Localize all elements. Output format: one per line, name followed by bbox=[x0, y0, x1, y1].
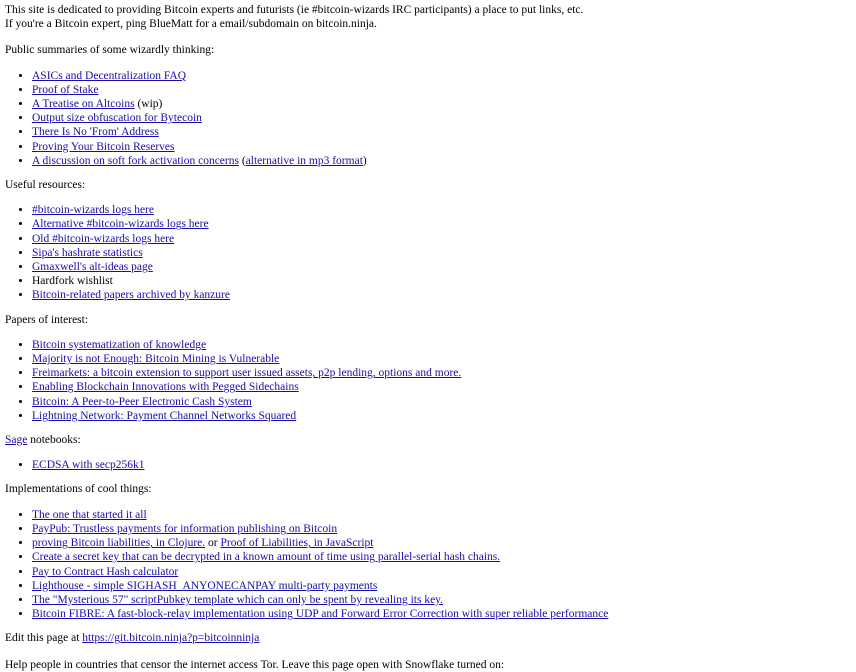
list-item-link[interactable]: Bitcoin-related papers archived by kanzure bbox=[32, 289, 230, 302]
list-item-alt-link[interactable]: Proof of Liabilities, in JavaScript bbox=[220, 537, 374, 550]
list-item-link[interactable]: Majority is not Enough: Bitcoin Mining is Vulnerable bbox=[32, 353, 280, 366]
list-item bbox=[32, 593, 851, 607]
list-item-link[interactable]: PayPub: Trustless payments for information publishing on Bitcoin bbox=[32, 522, 338, 535]
list-item bbox=[32, 338, 851, 352]
list-item bbox=[32, 274, 851, 288]
git-repo-link[interactable]: https://git.bitcoin.ninja?p=bitcoinninja bbox=[82, 632, 260, 645]
list-item-link[interactable]: Pay to Contract Hash calculator bbox=[32, 565, 179, 578]
summaries-heading: Public summaries of some wizardly thinking: bbox=[5, 44, 215, 57]
list-item-link[interactable]: A Treatise on Altcoins bbox=[32, 98, 135, 111]
resources-list bbox=[5, 203, 851, 302]
list-item-end: ) bbox=[362, 154, 367, 167]
list-item-link[interactable]: ECDSA with secp256k1 bbox=[32, 459, 145, 472]
list-item-link[interactable]: Enabling Blockchain Innovations with Pegged Sidechains bbox=[32, 381, 299, 394]
list-item-link[interactable]: Alternative #bitcoin-wizards logs here bbox=[32, 218, 209, 231]
list-item bbox=[32, 288, 851, 302]
list-item bbox=[32, 352, 851, 366]
list-item-link[interactable]: Gmaxwell's alt-ideas page bbox=[32, 261, 153, 274]
list-item-connector: or bbox=[205, 537, 221, 550]
sage-heading bbox=[5, 433, 851, 447]
resources-heading: Useful resources: bbox=[5, 179, 86, 192]
intro-line-1: This site is dedicated to providing Bitcoin experts and futurists (ie #bitcoin-wizards IRC participants) a place to put links, etc. bbox=[5, 4, 584, 16]
list-item bbox=[32, 366, 851, 380]
implementations-list bbox=[5, 508, 851, 622]
list-item-link[interactable]: A discussion on soft fork activation concerns bbox=[32, 154, 239, 167]
list-item-link[interactable]: There Is No 'From' Address bbox=[32, 126, 159, 139]
list-item bbox=[32, 458, 851, 472]
list-item bbox=[32, 154, 851, 168]
list-item-link[interactable]: proving Bitcoin liabilities, in Clojure. bbox=[32, 537, 206, 550]
list-item-suffix: (wip) bbox=[134, 98, 163, 111]
list-item-link[interactable]: Bitcoin systematization of knowledge bbox=[32, 338, 207, 351]
sage-list bbox=[5, 458, 851, 472]
list-item-link[interactable]: The one that started it all bbox=[32, 508, 147, 521]
list-item-link[interactable]: Freimarkets: a bitcoin extension to support user issued assets, p2p lending, options and more. bbox=[32, 367, 462, 380]
list-item bbox=[32, 260, 851, 274]
implementations-heading: Implementations of cool things: bbox=[5, 483, 152, 496]
list-item bbox=[32, 83, 851, 97]
list-item bbox=[32, 550, 851, 564]
list-item bbox=[32, 607, 851, 621]
list-item bbox=[32, 140, 851, 154]
list-item-link[interactable]: Create a secret key that can be decrypted in a known amount of time using parallel-serial hash chains. bbox=[32, 551, 501, 564]
list-item bbox=[32, 203, 851, 217]
papers-heading: Papers of interest: bbox=[5, 313, 89, 326]
list-item bbox=[32, 395, 851, 409]
sage-link[interactable]: Sage bbox=[5, 434, 28, 447]
list-item bbox=[32, 409, 851, 423]
intro-line-2: If you're a Bitcoin expert, ping BlueMatt for a email/subdomain on bitcoin.ninja. bbox=[5, 18, 377, 31]
list-item-link[interactable]: Sipa's hashrate statistics bbox=[32, 246, 143, 259]
list-item-link[interactable]: Lightning Network: Payment Channel Networks Squared bbox=[32, 409, 297, 422]
list-item bbox=[32, 69, 851, 83]
list-item-link[interactable]: Output size obfuscation for Bytecoin bbox=[32, 112, 202, 125]
list-item-connector: ( bbox=[238, 154, 246, 167]
list-item bbox=[32, 246, 851, 260]
list-item bbox=[32, 217, 851, 231]
summaries-list bbox=[5, 69, 851, 168]
list-item-link[interactable]: #bitcoin-wizards logs here bbox=[32, 204, 154, 217]
list-item bbox=[32, 380, 851, 394]
list-item-link[interactable]: Proof of Stake bbox=[32, 83, 99, 96]
list-item-alt-link[interactable]: alternative in mp3 format bbox=[245, 154, 363, 167]
papers-list bbox=[5, 338, 851, 423]
list-item-link[interactable]: Lighthouse - simple SIGHASH_ANYONECANPAY multi-party payments bbox=[32, 579, 378, 592]
tor-snowflake-note: Help people in countries that censor the internet access Tor. Leave this page open with Snowflake turned on: bbox=[5, 658, 505, 671]
list-item-link[interactable]: ASICs and Decentralization FAQ bbox=[32, 69, 187, 82]
list-item bbox=[32, 522, 851, 536]
list-item-link[interactable]: Old #bitcoin-wizards logs here bbox=[32, 232, 175, 245]
list-item bbox=[32, 232, 851, 246]
list-item bbox=[32, 97, 851, 111]
list-item-link[interactable]: Bitcoin FIBRE: A fast-block-relay implementation using UDP and Forward Error Correction with super reliable performance bbox=[32, 608, 609, 621]
list-item-link[interactable]: The "Mysterious 57" scriptPubkey template which can only be spent by revealing its key. bbox=[32, 593, 444, 606]
sage-heading-rest: notebooks: bbox=[27, 434, 81, 447]
list-item bbox=[32, 508, 851, 522]
list-item bbox=[32, 125, 851, 139]
list-item bbox=[32, 565, 851, 579]
list-item bbox=[32, 536, 851, 550]
intro-text bbox=[5, 3, 851, 31]
edit-page-line bbox=[5, 631, 851, 645]
list-item-link[interactable]: Bitcoin: A Peer-to-Peer Electronic Cash System bbox=[32, 395, 252, 408]
list-item bbox=[32, 579, 851, 593]
list-item bbox=[32, 111, 851, 125]
edit-prefix: Edit this page at bbox=[5, 632, 83, 645]
list-item-link[interactable]: Proving Your Bitcoin Reserves bbox=[32, 140, 175, 153]
list-item-text: Hardfork wishlist bbox=[32, 275, 113, 288]
